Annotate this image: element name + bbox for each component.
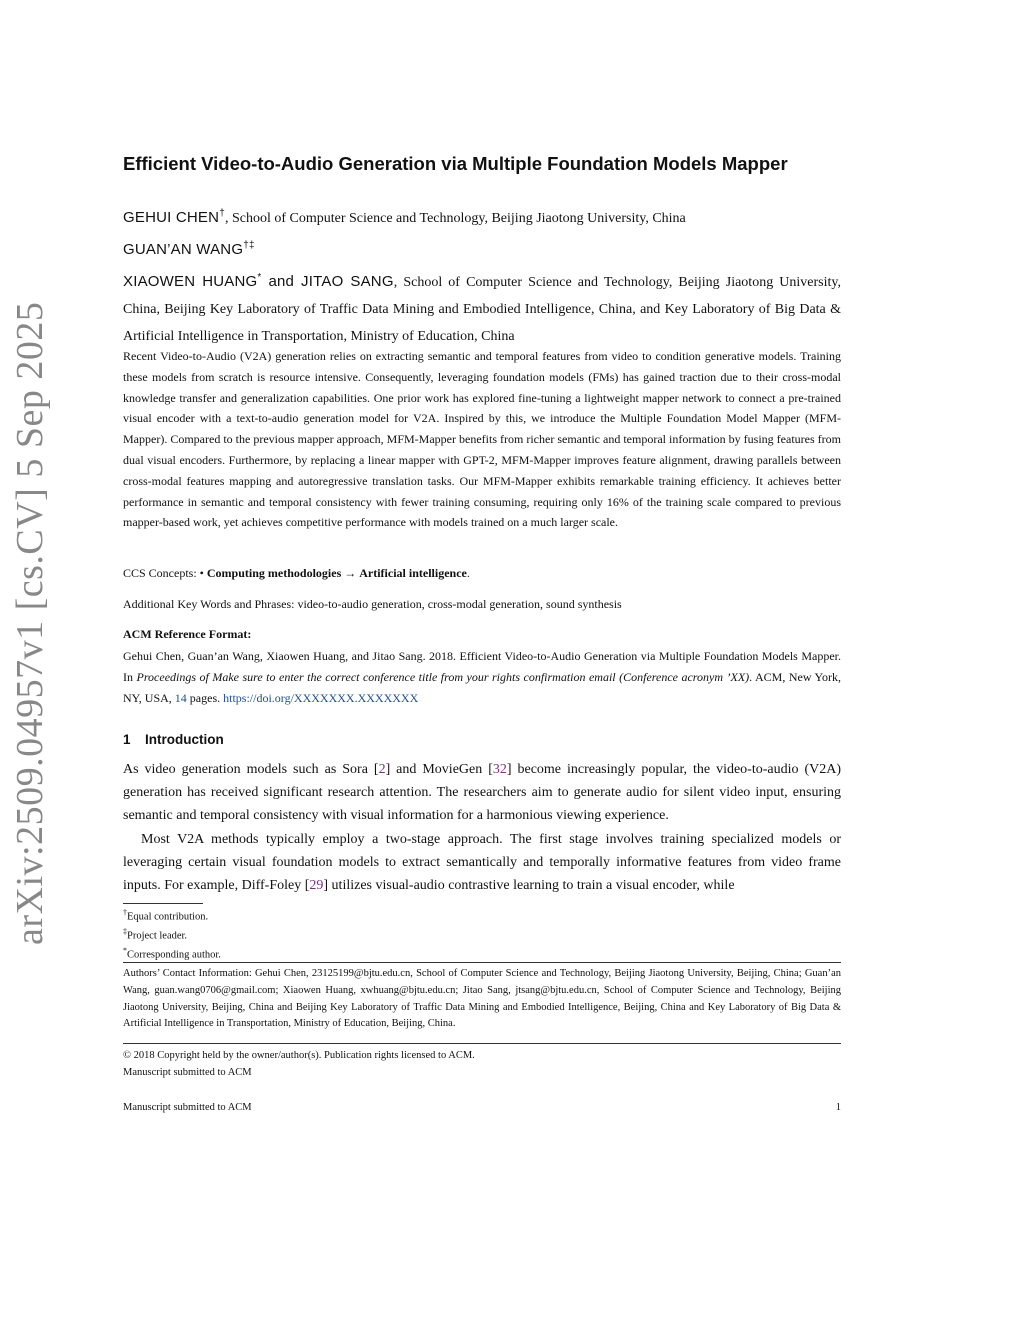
footnote: ‡Project leader. [123, 927, 188, 942]
footnote-rule [123, 903, 203, 904]
paper-title: Efficient Video-to-Audio Generation via Multiple Foundation Models Mapper [123, 153, 788, 174]
author-affiliation: , School of Computer Science and Technology, Beijing Jiaotong University, China, Beijing Key Laboratory of Traffic Data Mining and Embodied Intelligence, China, and Key Laboratory of Big Data & Artificial Intelligence in Transportation, Ministry of Education, China [123, 275, 841, 344]
author-line-1 [123, 200, 841, 232]
author-name: GEHUI CHEN† [123, 208, 225, 226]
citation-link[interactable]: 32 [492, 762, 507, 777]
pages-link[interactable]: 14 [174, 690, 187, 705]
section-heading: 1 Introduction [123, 732, 224, 747]
author-name: GUAN’AN WANG†‡ [123, 240, 255, 258]
copyright-notice: © 2018 Copyright held by the owner/author(s). Publication rights licensed to ACM. Manuscript submitted to ACM [123, 1050, 475, 1078]
footnote: †Equal contribution. [123, 908, 209, 923]
author-line-3: XIAOWEN HUANG* and JITAO SANG, School of Computer Science and Technology, Beijing Jiaotong University, China, Beijing Key Laboratory of Traffic Data Mining and Embodied Intelligence, China, and Key Laboratory of Big Data & Artificial Intelligence in Transportation, Ministry of Education, China [123, 272, 841, 344]
reference-format: Gehui Chen, Guan’an Wang, Xiaowen Huang, and Jitao Sang. 2018. Efficient Video-to-Audio Generation via Multiple Foundation Models Mapper. In Proceedings of Make sure to enter the correct conference title from your rights confirmation email (Conference acronym ’XX). ACM, New York, NY, USA, 14 pages. https://doi.org/XXXXXXX.XXXXXXX [123, 649, 841, 705]
author-affiliation: , School of Computer Science and Technology, Beijing Jiaotong University, China [224, 211, 686, 226]
divider [123, 1043, 841, 1044]
reference-heading: ACM Reference Format: [123, 627, 252, 641]
introduction-text [123, 758, 841, 897]
author-name: JITAO SANG [301, 273, 394, 290]
author-name: XIAOWEN HUANG* [123, 272, 262, 290]
keywords: Additional Key Words and Phrases: video-to-audio generation, cross-modal generation, sound synthesis [123, 597, 622, 611]
author-line-2 [123, 232, 841, 264]
footnote: *Corresponding author. [123, 946, 221, 961]
arxiv-identifier: arXiv:2509.04957v1 [cs.CV] 5 Sep 2025 [9, 301, 51, 945]
footnotes [123, 906, 221, 963]
divider [123, 962, 841, 963]
paragraph: As video generation models such as Sora [2] and MovieGen [32] become increasingly popular, the video-to-audio (V2A) generation has received significant research attention. The researchers aim to generate audio for silent video input, ensuring semantic and temporal consistency with visual information for a harmonious viewing experience. [123, 762, 842, 824]
author-contact-info: Authors’ Contact Information: Gehui Chen, 23125199@bjtu.edu.cn, School of Computer Science and Technology, Beijing Jiaotong University, Beijing, China; Guan’an Wang, guan.wang0706@gmail.com; Xiaowen Huang, xwhuang@bjtu.edu.cn; Jitao Sang, jtsang@bjtu.edu.cn, School of Computer Science and Technology, Beijing Jiaotong University, Beijing, China and Beijing Key Laboratory of Traffic Data Mining and Embodied Intelligence, Beijing, China and Key Laboratory of Big Data & Artificial Intelligence in Transportation, Ministry of Education, Beijing, China. [123, 968, 841, 1030]
footer-left: Manuscript submitted to ACM [123, 1102, 252, 1113]
page-number: 1 [835, 1102, 841, 1113]
citation-link[interactable]: 29 [309, 878, 324, 894]
ccs-concepts: CCS Concepts: • Computing methodologies → Artificial intelligence. [123, 566, 470, 580]
citation-link[interactable]: 2 [378, 762, 386, 777]
author-block [123, 200, 841, 350]
paragraph: Most V2A methods typically employ a two-stage approach. The first stage involves training specialized models or leveraging certain visual foundation models to extract semantically and temporally informative features from video frame inputs. For example, Diff-Foley [29] utilizes visual-audio contrastive learning to train a visual encoder, while [123, 831, 841, 894]
doi-link[interactable]: https://doi.org/XXXXXXX.XXXXXXX [223, 690, 419, 705]
page-footer [123, 1102, 841, 1113]
abstract: Recent Video-to-Audio (V2A) generation relies on extracting semantic and temporal features from video to condition generative models. Training these models from scratch is resource intensive. Consequently, leveraging foundation models (FMs) has gained traction due to their cross-modal knowledge transfer and generalization capabilities. One prior work has explored fine-tuning a lightweight mapper network to connect a pre-trained visual encoder with a text-to-audio generation model for V2A. Inspired by this, we introduce the Multiple Foundation Model Mapper (MFM-Mapper). Compared to the previous mapper approach, MFM-Mapper benefits from richer semantic and temporal information by fusing features from dual visual encoders. Furthermore, by replacing a linear mapper with GPT-2, MFM-Mapper improves feature alignment, drawing parallels between cross-modal features mapping and autoregressive translation tasks. Our MFM-Mapper exhibits remarkable training efficiency. It achieves better performance in semantic and temporal consistency with fewer training consuming, requiring only 16% of the training scale compared to previous mapper-based work, yet achieves competitive performance with models trained on a much larger scale. [123, 349, 841, 530]
